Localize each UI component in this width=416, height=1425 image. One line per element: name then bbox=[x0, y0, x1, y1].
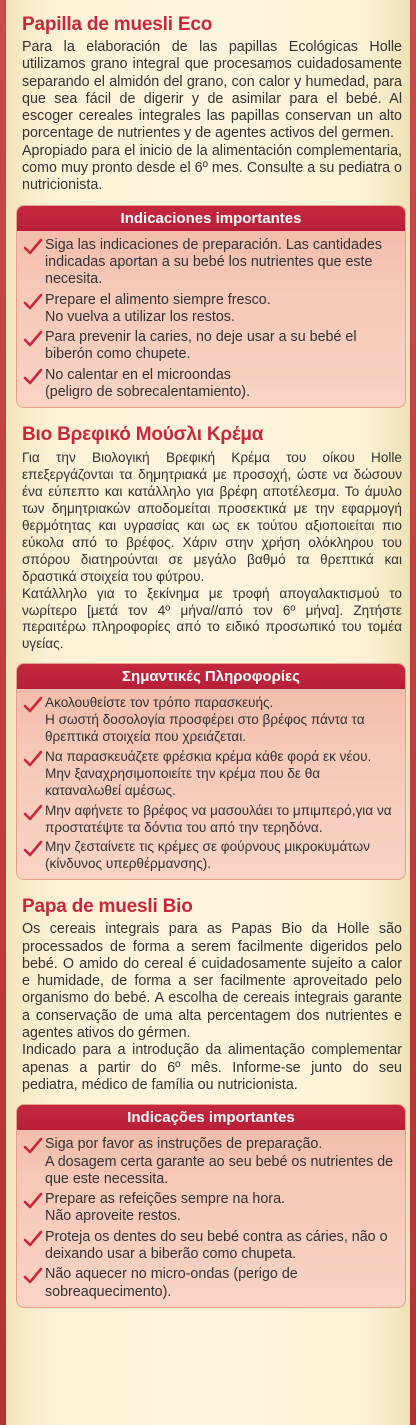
important-info-box bbox=[16, 1104, 406, 1308]
package-text-panel bbox=[22, 0, 402, 1308]
list-item-text: Não aquecer no micro-ondas (perigo de sobreaquecimento). bbox=[45, 1266, 298, 1300]
list-item-text: Μην ζεσταίνετε τις κρέμες σε φούρνους μικροκυμάτων (κίνδυνος υπερθέρμανσης). bbox=[45, 839, 370, 872]
section-paragraph: Os cereais integrais para as Papas Bio da Holle são processados de forma a serem facilmente digeridos pelo bebé. O amido do cereal é cuidadosamente sujeito a calor e humidade, de forma a ser facilmente aproveitado pelo organismo do bebé. A escolha de cereais integrais garante a conservação de uma alta percentagem dos nutrientes e agentes ativos do gérmen. Indicado para a introdução da alimentação complementar apenas a partir do 6º mês. Informe-se junto do seu pediatra, médico de família ou nutricionista. bbox=[22, 921, 402, 1093]
section-paragraph: Για την Βιολογική Βρεφική Κρέμα του οίκου Holle επεξεργάζονται τα δημητριακά με προσοχή, ώστε να δώσουν ένα εύπεπτο και κατάλληλο για βρέφη αποτέλεσμα. Το άμυλο των δημητριακών αποδομείται προσεκτικά με την εφαρμογή θερμότητας και υγρασίας και ως εκ τούτου αξιοποιείται πιο εύκολα από το βρέφος. Χάριν στην χρήση ολόκληρου του σπόρου διατηρούνται σε μεγάλο βαθμό τα θρεπτικά και δραστικά στοιχεία του φύτρου. Κατάλληλο για το ξεκίνημα με τροφή απογαλακτισμού το νωρίτερο [μετά τον 4º μήνα//από τον 6º μήνα]. Ζητήστε περαιτέρω πληροφορίες από το ειδικό προσωπικό του τομέα υγείας. bbox=[22, 450, 402, 652]
list-item bbox=[17, 237, 405, 289]
list-item bbox=[17, 367, 405, 402]
list-item-text: Prepare as refeições sempre na hora. Não aproveite restos. bbox=[45, 1191, 285, 1225]
left-red-edge bbox=[0, 0, 6, 1425]
list-item-text: Proteja os dentes do seu bebé contra as cáries, não o deixando usar a biberão como chupeta. bbox=[45, 1228, 388, 1263]
check-icon bbox=[23, 238, 45, 256]
check-icon bbox=[23, 840, 45, 858]
check-icon bbox=[23, 1267, 45, 1285]
list-item-text: Siga por favor as instruções de preparação. A dosagem certa garante ao seu bebé os nutrientes de que este necessita. bbox=[45, 1136, 394, 1187]
list-item bbox=[17, 292, 405, 327]
section-spanish bbox=[22, 14, 402, 408]
check-icon bbox=[23, 696, 45, 714]
box-header: Σημαντικές Πληροφορίες bbox=[17, 664, 405, 689]
list-item bbox=[17, 1136, 405, 1188]
section-title: Βιο Βρεφικό Μούσλι Κρέμα bbox=[22, 424, 264, 446]
box-header: Indicaciones importantes bbox=[17, 206, 405, 231]
section-title: Papilla de muesli Eco bbox=[22, 14, 213, 35]
list-item bbox=[17, 803, 405, 837]
list-item bbox=[17, 749, 405, 800]
list-item-text: Να παρασκευάζετε φρέσκια κρέμα κάθε φορά εκ νέου. Μην ξαναχρησιμοποιείτε την κρέμα που δε θα καταναλωθεί αμέσως. bbox=[45, 748, 372, 798]
list-item-text: Ακολουθείστε τον τρόπο παρασκευής. Η σωστή δοσολογία προσφέρει στο βρέφος πάντα τα θρεπτικά στοιχεία που χρειάζεται. bbox=[45, 695, 365, 745]
section-paragraph: Para la elaboración de las papillas Ecológicas Holle utilizamos grano integral que procesamos cuidadosamente separando el almidón del grano, con calor y humedad, para que sea fácil de digerir y de asimilar para el bebé. Al escoger cereales integrales las papillas conservan un alto porcentage de nutrientes y de agentes activos del germen. Apropiado para el inicio de la alimentación complementaria, como muy pronto desde el 6º mes. Consulte a su pediatra o nutricionista. bbox=[22, 39, 402, 194]
check-icon bbox=[23, 1137, 45, 1155]
list-item-text: Prepare el alimento siempre fresco. No vuelva a utilizar los restos. bbox=[45, 291, 271, 325]
list-item bbox=[17, 329, 405, 364]
list-item-text: Μην αφήνετε το βρέφος να μασουλάει το μπιμπερό,για να προστατέψτε τα δόντια του από την τερηδόνα. bbox=[45, 802, 392, 835]
section-greek bbox=[22, 424, 402, 880]
box-header: Indicações importantes bbox=[17, 1105, 405, 1130]
list-item bbox=[17, 839, 405, 873]
check-icon bbox=[23, 293, 45, 311]
list-item bbox=[17, 695, 405, 746]
right-red-edge bbox=[410, 0, 416, 1425]
list-item bbox=[17, 1266, 405, 1301]
list-item-text: Siga las indicaciones de preparación. Las cantidades indicadas aportan a su bebé los nutrientes que este necesita. bbox=[45, 236, 382, 288]
important-info-box bbox=[16, 205, 406, 409]
list-item bbox=[17, 1191, 405, 1226]
check-icon bbox=[23, 804, 45, 822]
check-icon bbox=[23, 750, 45, 768]
list-item-text: No calentar en el microondas (peligro de sobrecalentamiento). bbox=[45, 366, 251, 401]
check-icon bbox=[23, 1230, 45, 1248]
check-icon bbox=[23, 330, 45, 348]
list-item bbox=[17, 1229, 405, 1264]
important-info-box bbox=[16, 663, 406, 880]
check-icon bbox=[23, 1192, 45, 1210]
check-icon bbox=[23, 368, 45, 386]
section-portuguese bbox=[22, 896, 402, 1308]
list-item-text: Para prevenir la caries, no deje usar a su bebé el biberón como chupete. bbox=[45, 329, 357, 363]
section-title: Papa de muesli Bio bbox=[22, 896, 193, 918]
